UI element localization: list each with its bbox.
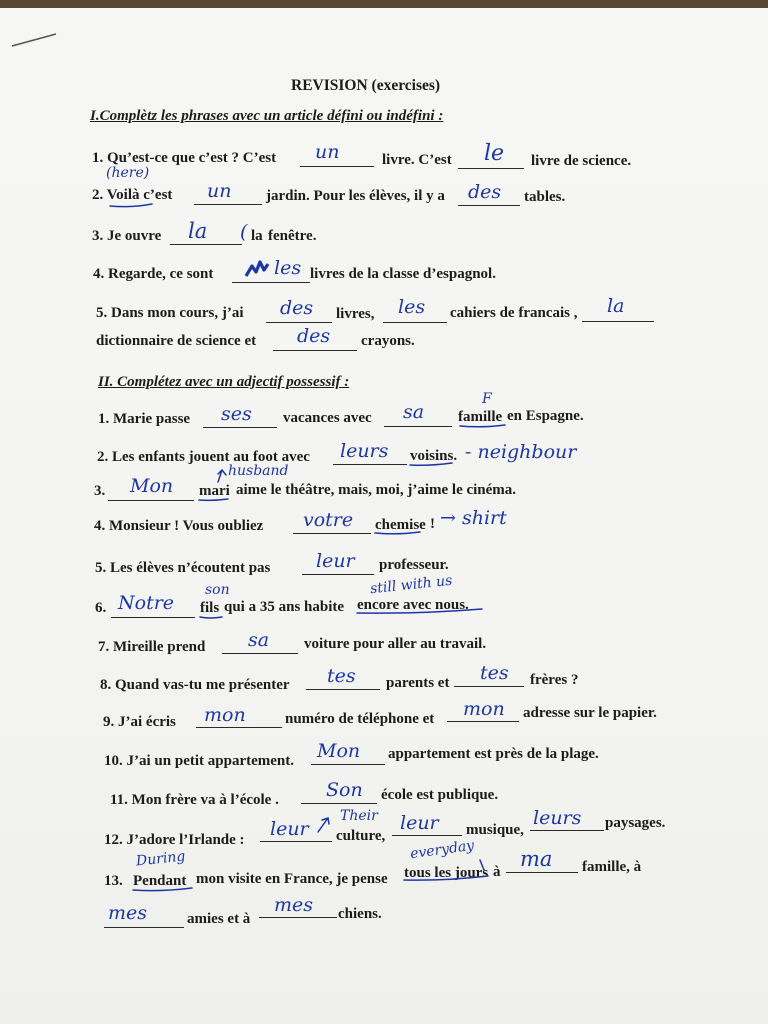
s2-item7-text-a: 7. Mireille prend bbox=[98, 639, 206, 655]
s1-item5-blank-1[interactable] bbox=[266, 322, 332, 323]
s1-item4-text-b: livres de la classe d’espagnol. bbox=[310, 266, 496, 282]
s2-item12-answer-3: leurs bbox=[533, 807, 582, 829]
s1-item5-text-d: dictionnaire de science et bbox=[96, 333, 257, 349]
s2-item1-answer-2: sa bbox=[403, 401, 425, 423]
s1-item1-blank-1[interactable] bbox=[300, 166, 374, 167]
s1-item4-answer-1: les bbox=[274, 257, 302, 279]
s1-item2-blank-1[interactable] bbox=[194, 204, 262, 205]
s2-item6-text-c: qui a 35 ans habite bbox=[224, 599, 345, 615]
s2-item13-text-f: famille, à bbox=[582, 859, 642, 875]
section2-heading: II. Complétez avec un adjectif possessif : bbox=[98, 374, 350, 390]
s1-item2-answer-1: un bbox=[207, 180, 232, 202]
s2-item2-answer-1: leurs bbox=[340, 440, 389, 462]
s2-item5-blank-1[interactable] bbox=[302, 574, 374, 575]
s1-item2-blank-2[interactable] bbox=[458, 205, 520, 206]
s2-item5-text-a: 5. Les élèves n’écoutent pas bbox=[95, 560, 271, 576]
s2-item3-note: husband bbox=[228, 463, 289, 479]
s2-item1-text-c: famille bbox=[458, 409, 503, 425]
s2-item13-answer-3: mes bbox=[274, 894, 314, 916]
s2-item13-blank-2[interactable] bbox=[104, 927, 184, 928]
s1-item5-text-e: crayons. bbox=[361, 333, 415, 349]
s1-item3-answer-1: la bbox=[188, 219, 208, 243]
s2-item12-text-a: 12. J’adore l’Irlande : bbox=[104, 832, 245, 848]
s1-item5-answer-4: des bbox=[297, 325, 331, 347]
s2-item2-note: - neighbour bbox=[465, 441, 577, 463]
s1-item3-text-a: 3. Je ouvre bbox=[92, 228, 162, 244]
s1-item3-text-b: la bbox=[251, 228, 263, 244]
s2-item1-text-d: en Espagne. bbox=[507, 408, 584, 424]
s2-item10-text-a: 10. J’ai un petit appartement. bbox=[104, 753, 294, 769]
s1-item2-answer-2: des bbox=[468, 181, 502, 203]
s2-item13-text-b: Pendant bbox=[133, 873, 187, 889]
s1-item2-text-c: tables. bbox=[524, 189, 566, 205]
s1-item1-answer-2: le bbox=[484, 141, 505, 166]
s1-item3-text-c: fenêtre. bbox=[268, 228, 317, 244]
section1-heading: I.Complètz les phrases avec un article défini ou indéfini : bbox=[90, 108, 444, 124]
s2-item13-text-e: à bbox=[493, 864, 501, 880]
s2-item7-text-b: voiture pour aller au travail. bbox=[304, 636, 487, 652]
s2-item4-text-a: 4. Monsieur ! Vous oubliez bbox=[94, 518, 264, 534]
s2-item13-note-during: During bbox=[135, 848, 187, 870]
scribble-mark-icon bbox=[244, 258, 270, 280]
s1-item2-text-a: 2. Voilà c’est bbox=[92, 187, 173, 203]
s1-item5-blank-3[interactable] bbox=[582, 321, 654, 322]
worksheet-title: REVISION (exercises) bbox=[291, 77, 441, 94]
s2-item13-blank-3[interactable] bbox=[259, 917, 337, 918]
s2-item11-text-b: école est publique. bbox=[381, 787, 499, 803]
s2-item8-text-a: 8. Quand vas-tu me présenter bbox=[100, 677, 290, 693]
s2-item12-blank-1[interactable] bbox=[260, 841, 332, 842]
s2-item12-blank-3[interactable] bbox=[530, 830, 604, 831]
s2-item1-answer-1: ses bbox=[221, 403, 252, 425]
s2-item5-answer-1: leur bbox=[316, 550, 355, 572]
s2-item4-text-c: ! bbox=[430, 516, 435, 532]
s2-item1-blank-2[interactable] bbox=[384, 426, 452, 427]
pencil-mark-icon bbox=[10, 30, 60, 50]
s1-item5-blank-4[interactable] bbox=[273, 350, 357, 351]
s2-item9-text-b: numéro de téléphone et bbox=[285, 711, 435, 727]
s2-item10-blank-1[interactable] bbox=[311, 764, 385, 765]
s1-item5-answer-3: la bbox=[607, 295, 625, 317]
s1-item5-blank-2[interactable] bbox=[383, 322, 447, 323]
s2-item1-text-a: 1. Marie passe bbox=[98, 411, 191, 427]
s2-item11-text-a: 11. Mon frère va à l’école . bbox=[110, 792, 279, 808]
s2-item13-text-d: tous les jours bbox=[404, 865, 489, 881]
s2-item13-blank-1[interactable] bbox=[506, 872, 578, 873]
s1-item1-answer-1: un bbox=[315, 141, 340, 163]
s2-item11-blank-1[interactable] bbox=[301, 803, 377, 804]
s2-item8-answer-2: tes bbox=[480, 662, 509, 684]
s2-item13-answer-1: ma bbox=[520, 847, 553, 871]
s1-item1-text-a: 1. Qu’est-ce que c’est ? C’est bbox=[92, 150, 277, 166]
s2-item9-answer-1: mon bbox=[204, 704, 246, 726]
s2-item3-blank-1[interactable] bbox=[108, 500, 194, 501]
s2-item6-text-d: encore avec nous. bbox=[357, 597, 469, 613]
s2-item2-blank-1[interactable] bbox=[333, 464, 407, 465]
s2-item13-text-a: 13. bbox=[104, 873, 123, 889]
s1-item5-text-a: 5. Dans mon cours, j’ai bbox=[96, 305, 244, 321]
s2-item3-text-c: aime le théâtre, mais, moi, j’aime le cinéma. bbox=[236, 482, 517, 498]
s2-item13-note-everyday: everyday bbox=[409, 837, 476, 863]
s1-item1-text-b: livre. C’est bbox=[382, 152, 452, 168]
s1-item4-text-a: 4. Regarde, ce sont bbox=[93, 266, 214, 282]
s2-item8-answer-1: tes bbox=[327, 665, 356, 687]
s2-item4-text-b: chemise bbox=[375, 517, 426, 533]
s2-item10-answer-1: Mon bbox=[317, 740, 361, 762]
s1-item3-paren-mark: ( bbox=[240, 221, 248, 243]
s2-item11-answer-1: Son bbox=[326, 779, 363, 801]
s1-item4-blank-1[interactable] bbox=[232, 282, 310, 283]
s2-item4-blank-1[interactable] bbox=[293, 533, 371, 534]
s1-item5-answer-1: des bbox=[280, 297, 314, 319]
s2-item10-text-b: appartement est près de la plage. bbox=[388, 746, 599, 762]
s2-item12-text-c: musique, bbox=[466, 822, 524, 838]
s2-item9-answer-2: mon bbox=[463, 698, 505, 720]
s2-item12-answer-2: leur bbox=[400, 812, 439, 834]
s2-item12-text-d: paysages. bbox=[605, 815, 666, 831]
s2-item2-text-a: 2. Les enfants jouent au foot avec bbox=[97, 449, 310, 465]
s2-item3-text-a: 3. bbox=[94, 483, 106, 499]
s2-item2-text-b: voisins. bbox=[410, 448, 458, 464]
s2-item5-text-b: professeur. bbox=[379, 557, 449, 573]
s2-item12-answer-1: leur bbox=[270, 818, 309, 840]
s2-item8-blank-2[interactable] bbox=[454, 686, 524, 687]
s1-item5-text-c: cahiers de francais , bbox=[450, 305, 578, 321]
s2-item12-text-b: culture, bbox=[336, 828, 386, 844]
s2-item6-note-son: son bbox=[205, 582, 230, 598]
s2-item9-blank-2[interactable] bbox=[447, 721, 519, 722]
s2-item4-note: → shirt bbox=[440, 507, 507, 529]
s2-item8-text-b: parents et bbox=[386, 675, 450, 691]
s1-item1-text-c: livre de science. bbox=[531, 153, 632, 169]
s2-item6-answer-1: Notre bbox=[118, 592, 175, 614]
s2-item13-text-c: mon visite en France, je pense bbox=[196, 871, 388, 887]
s2-item1-note-f: F bbox=[482, 391, 492, 407]
s1-item5-answer-2: les bbox=[398, 296, 426, 318]
s2-item1-blank-1[interactable] bbox=[203, 427, 277, 428]
s2-item6-text-b: fils bbox=[200, 600, 220, 616]
s2-item9-text-a: 9. J’ai écris bbox=[103, 714, 176, 730]
s2-item3-answer-1: Mon bbox=[130, 475, 174, 497]
s2-item12-note: Their bbox=[340, 808, 378, 824]
s2-item13-answer-2: mes bbox=[108, 902, 148, 924]
s2-item4-answer-1: votre bbox=[303, 509, 354, 531]
s2-item13-text-g: amies et à bbox=[187, 911, 251, 927]
s2-item1-text-b: vacances avec bbox=[283, 410, 372, 426]
s2-item8-blank-1[interactable] bbox=[306, 689, 380, 690]
s2-item3-text-b: mari bbox=[199, 483, 230, 499]
s2-item9-text-c: adresse sur le papier. bbox=[523, 705, 657, 721]
s2-item12-blank-2[interactable] bbox=[392, 835, 462, 836]
s1-item3-blank-1[interactable] bbox=[170, 244, 242, 245]
s1-item2-note: (here) bbox=[106, 165, 150, 181]
s2-item9-blank-1[interactable] bbox=[196, 727, 282, 728]
s1-item1-blank-2[interactable] bbox=[458, 168, 524, 169]
s2-item8-text-c: frères ? bbox=[530, 672, 579, 688]
s1-item2-text-b: jardin. Pour les élèves, il y a bbox=[266, 188, 445, 204]
s2-item6-blank-1[interactable] bbox=[111, 617, 195, 618]
s2-item6-note-still: still with us bbox=[369, 572, 454, 598]
s2-item7-answer-1: sa bbox=[248, 629, 270, 651]
s2-item7-blank-1[interactable] bbox=[222, 653, 298, 654]
s2-item13-text-h: chiens. bbox=[338, 906, 382, 922]
s2-item6-text-a: 6. bbox=[95, 600, 107, 616]
s1-item5-text-b: livres, bbox=[336, 306, 375, 322]
